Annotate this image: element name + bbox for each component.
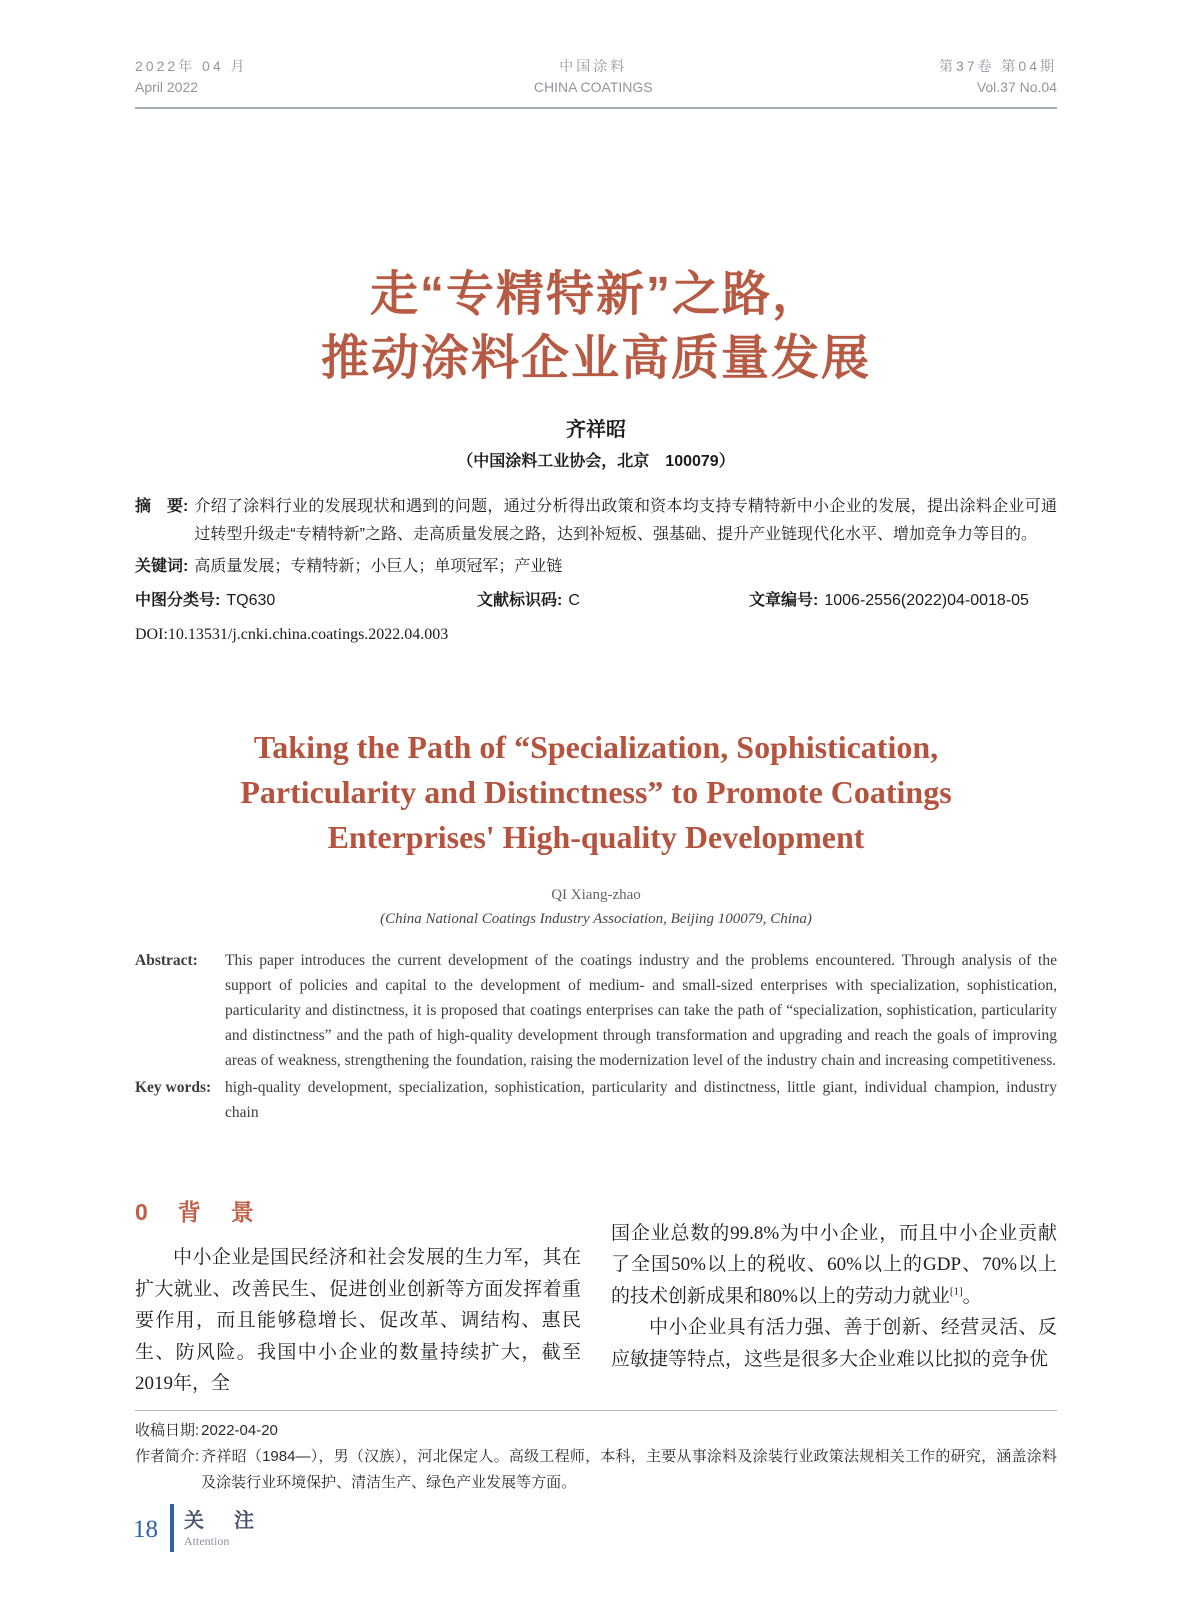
article-title-en-line1: Taking the Path of “Specialization, Sophistication, — [253, 729, 939, 765]
section-title: 背景 — [177, 1198, 284, 1225]
article-title-en-line2: Particularity and Distinctness” to Promote Coatings — [240, 774, 952, 810]
affiliation-zh: （中国涂料工业协会，北京 100079） — [457, 453, 735, 470]
body-column-right — [611, 1197, 1057, 1400]
keywords-zh-text: 高质量发展；专精特新；小巨人；单项冠军；产业链 — [194, 558, 563, 575]
abstract-zh-text: 介绍了涂料行业的发展现状和遇到的问题，通过分析得出政策和资本均支持专精特新中小企业的发展，提出涂料企业可通过转型升级走“专精特新”之路、走高质量发展之路，达到补短板、强基础、提升产业链现代化水平、增加竞争力等目的。 — [194, 498, 1057, 543]
page-number: 18 — [133, 1516, 158, 1543]
affiliation-en: (China National Coatings Industry Association, Beijing 100079, China) — [380, 910, 812, 927]
author-en: QI Xiang-zhao — [551, 886, 641, 903]
keywords-en-row — [135, 1075, 1057, 1125]
classification-row — [135, 587, 1057, 615]
clc-label: 中图分类号: — [135, 592, 221, 609]
article-title-en-line3: Enterprises' High-quality Development — [327, 819, 865, 855]
abstract-zh-label: 摘 要: — [135, 498, 189, 515]
body-paragraph-right-1 — [611, 1218, 1057, 1313]
received-date-label: 收稿日期: — [135, 1421, 200, 1439]
keywords-en-text: high-quality development, specialization, sophistication, particularity and distinctness, little giant, individual champion, industry chain — [225, 1078, 1057, 1121]
abstract-en-label: Abstract: — [135, 951, 198, 969]
article-title-zh-line2: 推动涂料企业高质量发展 — [320, 332, 871, 385]
journal-name-zh: 中国涂料 — [559, 58, 628, 74]
article-title-en — [135, 725, 1057, 860]
body-paragraph-right-1-end: 。 — [962, 1285, 982, 1307]
doc-code-label: 文献标识码: — [477, 592, 563, 609]
received-date-row — [135, 1418, 1057, 1444]
journal-name-en: CHINA COATINGS — [533, 79, 653, 95]
volume-issue-en: Vol.37 No.04 — [976, 79, 1057, 95]
journal-header — [135, 0, 1057, 98]
abstract-en-row — [135, 948, 1057, 1073]
footer-column-names — [184, 1508, 284, 1548]
article-title-zh — [135, 263, 1057, 391]
meta-en — [135, 948, 1057, 1125]
clc-value: TQ630 — [226, 592, 276, 609]
author-bio-row — [135, 1444, 1057, 1496]
page-footer — [133, 1504, 284, 1552]
header-journal-name — [534, 56, 653, 98]
keywords-zh-row — [135, 553, 1057, 581]
doi-line: DOI:10.13531/j.cnki.china.coatings.2022.04.003 — [135, 626, 449, 643]
column-name-zh: 关注 — [184, 1510, 284, 1532]
body-paragraph-left: 中小企业是国民经济和社会发展的生力军，其在扩大就业、改善民生、促进创业创新等方面发挥着重要作用，而且能够稳增长、促改革、调结构、惠民生、防风险。我国中小企业的数量持续扩大，截至2019年，全 — [135, 1247, 581, 1395]
body-column-left — [135, 1197, 581, 1400]
keywords-en-label: Key words: — [135, 1078, 212, 1096]
received-date-value: 2022-04-20 — [201, 1421, 278, 1439]
abstract-zh-row — [135, 493, 1057, 549]
body-paragraph-right-1-text: 国企业总数的99.8%为中小企业，而且中小企业贡献了全国50%以上的税收、60%以上的GDP、70%以上的技术创新成果和80%以上的劳动力就业 — [611, 1222, 1057, 1307]
article-id-value: 1006-2556(2022)04-0018-05 — [824, 592, 1029, 609]
clc-item — [135, 587, 477, 615]
footnote-block — [135, 1410, 1057, 1496]
column-name-en: Attention — [184, 1534, 230, 1548]
body-paragraph-right-2: 中小企业具有活力强、善于创新、经营灵活、反应敏捷等特点，这些是很多大企业难以比拟的竞争优 — [611, 1317, 1057, 1370]
footnote-divider — [135, 1410, 1057, 1411]
abstract-en-text: This paper introduces the current development of the coatings industry and the problems encountered. Through analysis of the support of policies and capital to the development of medium- and small-sized enterprises with specialization, sophistication, particularity and distinctness, it is proposed that coatings enterprises can take the path of “specialization, sophistication, particularity and distinctness” and the path of high-quality development through transformation and upgrading and reach the goals of improving areas of weakness, strengthening the foundation, raising the modernization level of the industry chain and increasing competitiveness. — [225, 951, 1057, 1069]
article-id-label: 文章编号: — [749, 592, 819, 609]
issue-date-en: April 2022 — [135, 79, 199, 95]
volume-issue-zh: 第37卷 第04期 — [938, 58, 1057, 74]
section-heading — [135, 1197, 581, 1229]
section-number: 0 — [135, 1198, 148, 1225]
article-title-zh-line1: 走“专精特新”之路， — [369, 268, 822, 321]
doc-code-item — [477, 587, 749, 615]
footer-bar — [170, 1504, 174, 1552]
author-zh: 齐祥昭 — [566, 419, 626, 441]
author-bio-text: 齐祥昭（1984—），男（汉族），河北保定人。高级工程师，本科，主要从事涂料及涂装行业政策法规相关工作的研究，涵盖涂料及涂装行业环境保护、清洁生产、绿色产业发展等方面。 — [201, 1447, 1057, 1491]
body-section — [135, 1197, 1057, 1400]
header-rule — [135, 107, 1057, 109]
header-volume-issue — [939, 56, 1057, 98]
issue-date-zh: 2022年 04 月 — [135, 58, 248, 74]
header-issue-date — [135, 56, 248, 98]
doc-code-value: C — [568, 592, 580, 609]
author-bio-label: 作者简介: — [135, 1447, 200, 1465]
article-id-item — [749, 587, 1057, 615]
meta-zh — [135, 493, 1057, 649]
citation-superscript: [1] — [949, 1285, 963, 1298]
keywords-zh-label: 关键词: — [135, 558, 189, 575]
